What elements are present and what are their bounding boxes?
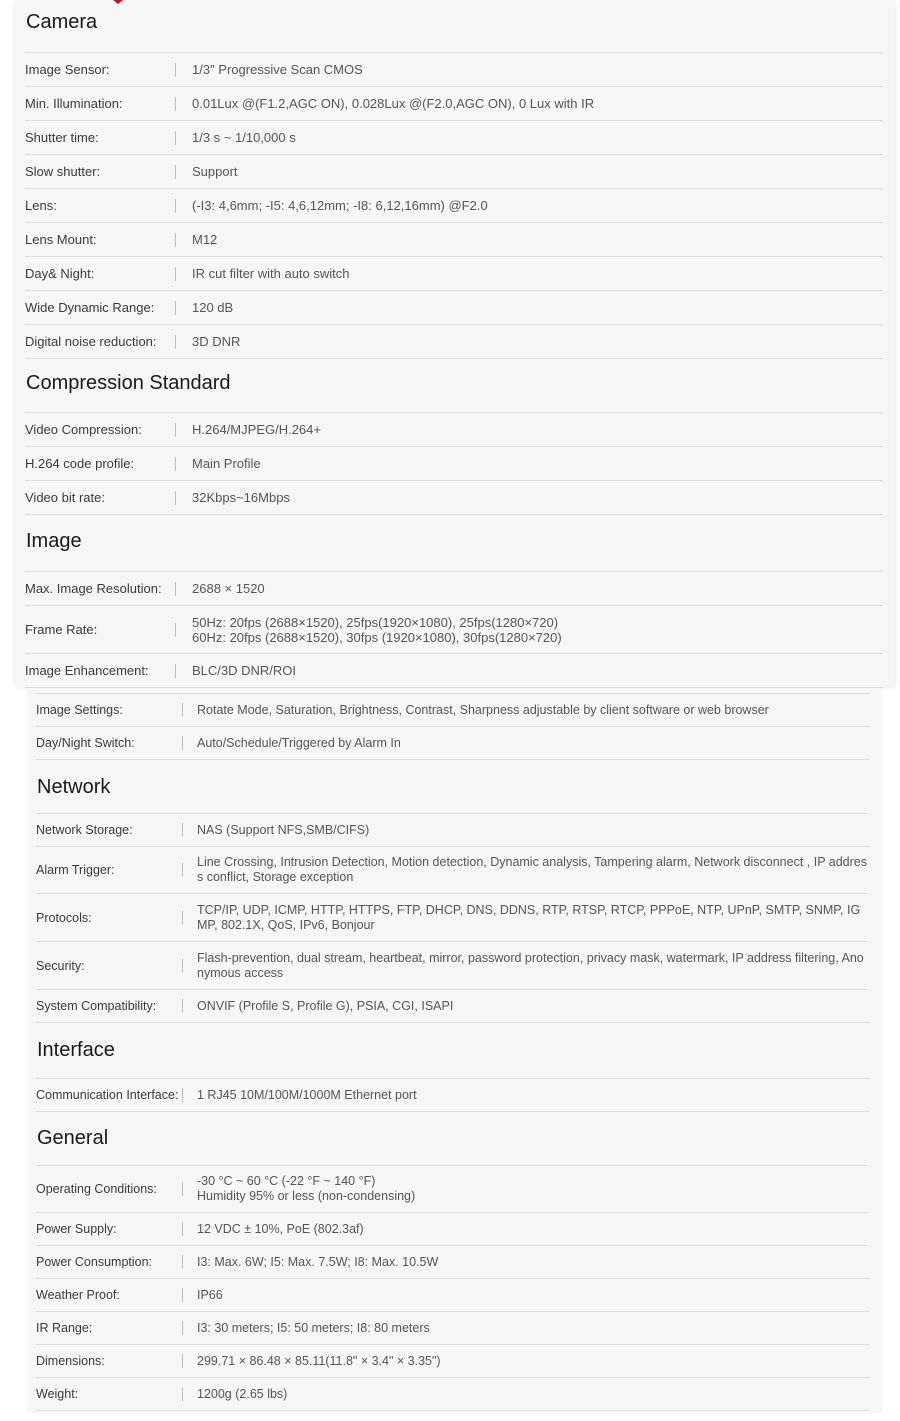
spec-label: Protocols: <box>36 910 92 925</box>
spec-label: Weather Proof: <box>36 1288 120 1302</box>
column-divider <box>175 457 176 471</box>
spec-value: TCP/IP, UDP, ICMP, HTTP, HTTPS, FTP, DHCP, DNS, DDNS, RTP, RTSP, RTCP, PPPoE, NTP, UPnP, SMTP, SNMP, IGMP, 802.1X, QoS, IPv6, Bonjour <box>197 902 861 932</box>
spec-label: Image Enhancement: <box>25 663 149 678</box>
spec-value: 1200g (2.65 lbs) <box>197 1386 288 1401</box>
section-title: Compression Standard <box>26 372 231 394</box>
spec-label: System Compatibility: <box>36 999 157 1013</box>
spec-row-image-enhancement <box>25 654 883 688</box>
spec-row-wide-dynamic-range <box>25 291 883 325</box>
spec-value: 0.01Lux @(F1.2,AGC ON), 0.028Lux @(F2.0,AGC ON), 0 Lux with IR <box>192 96 595 111</box>
spec-row-frame-rate <box>25 606 883 654</box>
spec-value: M12 <box>192 232 218 247</box>
column-divider <box>175 97 176 111</box>
column-divider <box>182 1182 183 1196</box>
spec-label: Slow shutter: <box>25 164 101 179</box>
spec-row-communication-interface <box>36 1079 869 1112</box>
spec-value: Main Profile <box>192 456 261 471</box>
spec-table <box>36 1165 869 1411</box>
spec-value: Flash-prevention, dual stream, heartbeat, mirror, password protection, privacy mask, watermark, IP address filtering, Anonymous access <box>197 950 864 980</box>
spec-table <box>25 571 883 688</box>
spec-value: BLC/3D DNR/ROI <box>192 663 297 678</box>
spec-label: Day/Night Switch: <box>36 736 135 750</box>
spec-value: H.264/MJPEG/H.264+ <box>192 422 321 437</box>
spec-value: Line Crossing, Intrusion Detection, Motion detection, Dynamic analysis, Tampering alarm, Network disconnect , IP address conflict, Storage exception <box>197 855 867 884</box>
spec-row-day-night-switch <box>36 727 869 760</box>
spec-value: I3: 30 meters; I5: 50 meters; I8: 80 meters <box>197 1320 430 1335</box>
spec-table <box>36 813 869 1023</box>
spec-row-alarm-trigger <box>36 847 869 894</box>
spec-row-day-night <box>25 257 883 291</box>
spec-row-lens <box>25 189 883 223</box>
spec-label: Power Consumption: <box>36 1255 153 1269</box>
spec-value: NAS (Support NFS,SMB/CIFS) <box>197 822 370 837</box>
spec-label: Operating Conditions: <box>36 1182 157 1196</box>
spec-table <box>25 52 883 359</box>
column-divider <box>175 165 176 179</box>
column-divider <box>175 63 176 77</box>
spec-label: Digital noise reduction: <box>25 334 157 349</box>
spec-value: Support <box>192 164 238 179</box>
column-divider <box>182 911 183 925</box>
spec-label: Weight: <box>36 1387 79 1401</box>
column-divider <box>182 999 183 1013</box>
column-divider <box>182 1321 183 1335</box>
spec-value: I3: Max. 6W; I5: Max. 7.5W; I8: Max. 10.5W <box>197 1254 439 1269</box>
column-divider <box>175 623 176 637</box>
column-divider <box>175 491 176 505</box>
spec-value: 12 VDC ± 10%, PoE (802.3af) <box>197 1221 364 1236</box>
spec-value: 299.71 × 86.48 × 85.11(11.8" × 3.4" × 3.35") <box>197 1353 441 1368</box>
column-divider <box>175 233 176 247</box>
column-divider <box>175 131 176 145</box>
red-marker-icon <box>113 0 123 4</box>
spec-label: Lens: <box>25 198 57 213</box>
spec-label: Security: <box>36 958 85 973</box>
spec-row-weather-proof <box>36 1279 869 1312</box>
spec-value: 1/3" Progressive Scan CMOS <box>192 62 363 77</box>
spec-label: Max. Image Resolution: <box>25 581 162 596</box>
spec-row-video-bit-rate <box>25 481 883 515</box>
column-divider <box>175 582 176 596</box>
spec-value: 3D DNR <box>192 334 241 349</box>
section-title: Image <box>26 530 82 552</box>
spec-row-video-compression <box>25 413 883 447</box>
spec-value: 2688 × 1520 <box>192 581 265 596</box>
spec-row-system-compatibility <box>36 990 869 1023</box>
spec-row-h-264-code-profile <box>25 447 883 481</box>
column-divider <box>182 1387 183 1401</box>
spec-table <box>25 412 883 515</box>
spec-row-lens-mount <box>25 223 883 257</box>
column-divider <box>175 335 176 349</box>
spec-table <box>36 1078 869 1112</box>
spec-label: H.264 code profile: <box>25 456 135 471</box>
spec-row-image-settings <box>36 694 869 727</box>
column-divider <box>175 664 176 678</box>
column-divider <box>182 1088 183 1102</box>
spec-label: Min. Illumination: <box>25 96 123 111</box>
spec-label: IR Range: <box>36 1321 93 1335</box>
section-title: Network <box>37 776 111 798</box>
column-divider <box>182 959 183 973</box>
section-title: Camera <box>26 11 98 33</box>
spec-panel-top <box>15 0 895 687</box>
section-title: Interface <box>37 1039 115 1061</box>
column-divider <box>182 736 183 750</box>
spec-value: Auto/Schedule/Triggered by Alarm In <box>197 735 401 750</box>
spec-label: Frame Rate: <box>25 622 98 637</box>
column-divider <box>175 301 176 315</box>
column-divider <box>182 823 183 837</box>
spec-value: 50Hz: 20fps (2688×1520), 25fps(1920×1080), 25fps(1280×720) 60Hz: 20fps (2688×1520), 30fps (1920×1080), 30fps(1280×720) <box>192 614 562 645</box>
spec-value: 1/3 s ~ 1/10,000 s <box>192 130 296 145</box>
spec-row-dimensions <box>36 1345 869 1378</box>
column-divider <box>175 199 176 213</box>
spec-row-security <box>36 942 869 990</box>
spec-value: (-I3: 4,6mm; -I5: 4,6,12mm; -I8: 6,12,16mm) @F2.0 <box>192 198 488 213</box>
spec-value: 32Kbps~16Mbps <box>192 490 290 505</box>
spec-label: Wide Dynamic Range: <box>25 300 155 315</box>
spec-label: Network Storage: <box>36 823 133 837</box>
spec-row-network-storage <box>36 814 869 847</box>
column-divider <box>182 1222 183 1236</box>
spec-value: IR cut filter with auto switch <box>192 266 350 281</box>
spec-row-max-image-resolution <box>25 572 883 606</box>
spec-label: Lens Mount: <box>25 232 97 247</box>
spec-row-power-consumption <box>36 1246 869 1279</box>
column-divider <box>182 1255 183 1269</box>
spec-value: 120 dB <box>192 300 234 315</box>
spec-value: 1 RJ45 10M/100M/1000M Ethernet port <box>197 1087 417 1102</box>
spec-value: IP66 <box>197 1287 223 1302</box>
section-title: General <box>37 1127 109 1149</box>
spec-row-shutter-time <box>25 121 883 155</box>
spec-label: Dimensions: <box>36 1354 105 1368</box>
spec-row-slow-shutter <box>25 155 883 189</box>
spec-row-protocols <box>36 894 869 942</box>
spec-row-min-illumination <box>25 87 883 121</box>
column-divider <box>182 1288 183 1302</box>
spec-table <box>36 693 869 760</box>
spec-label: Alarm Trigger: <box>36 863 115 877</box>
spec-row-operating-conditions <box>36 1166 869 1213</box>
spec-row-image-sensor <box>25 53 883 87</box>
column-divider <box>182 863 183 877</box>
spec-label: Image Settings: <box>36 703 123 717</box>
spec-label: Power Supply: <box>36 1222 117 1236</box>
spec-label: Video bit rate: <box>25 490 105 505</box>
spec-label: Video Compression: <box>25 422 142 437</box>
spec-label: Shutter time: <box>25 130 99 145</box>
spec-row-ir-range <box>36 1312 869 1345</box>
spec-value: Rotate Mode, Saturation, Brightness, Contrast, Sharpness adjustable by client software or web browser <box>197 702 769 717</box>
column-divider <box>175 423 176 437</box>
spec-row-digital-noise-reduction <box>25 325 883 359</box>
spec-value: -30 °C ~ 60 °C (-22 °F ~ 140 °F) Humidity 95% or less (non-condensing) <box>197 1174 416 1203</box>
spec-label: Day& Night: <box>25 266 95 281</box>
column-divider <box>182 1354 183 1368</box>
spec-row-weight <box>36 1378 869 1411</box>
spec-label: Communication Interface: <box>36 1088 179 1102</box>
column-divider <box>182 703 183 717</box>
spec-row-power-supply <box>36 1213 869 1246</box>
spec-value: ONVIF (Profile S, Profile G), PSIA, CGI, ISAPI <box>197 998 454 1013</box>
column-divider <box>175 267 176 281</box>
spec-label: Image Sensor: <box>25 62 110 77</box>
spec-panel-bottom <box>27 689 882 1413</box>
